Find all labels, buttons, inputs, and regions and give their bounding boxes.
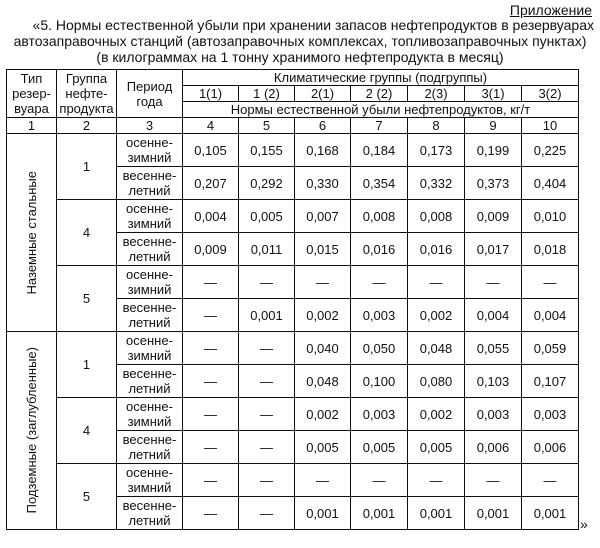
value-cell: — <box>239 332 295 365</box>
col-number: 9 <box>465 118 522 134</box>
col-number: 3 <box>117 118 183 134</box>
product-group-cell: 4 <box>57 200 117 266</box>
header-climate-6: 3(1) <box>465 86 522 102</box>
value-cell: 0,006 <box>522 431 579 464</box>
table-row <box>7 464 579 497</box>
value-cell: — <box>239 266 295 299</box>
col-number: 4 <box>183 118 239 134</box>
header-climate-groups: Климатические группы (подгруппы) <box>183 70 579 86</box>
value-cell: 0,292 <box>239 167 295 200</box>
value-cell: 0,001 <box>408 497 465 530</box>
value-cell: 0,332 <box>408 167 465 200</box>
product-group-cell: 1 <box>57 134 117 200</box>
value-cell: 0,007 <box>295 200 351 233</box>
value-cell: — <box>239 365 295 398</box>
value-cell: 0,005 <box>351 431 408 464</box>
header-period: Период года <box>117 70 183 118</box>
product-group-cell: 4 <box>57 398 117 464</box>
norms-table <box>6 69 579 530</box>
value-cell: 0,080 <box>408 365 465 398</box>
table-row <box>7 266 579 299</box>
value-cell: 0,059 <box>522 332 579 365</box>
value-cell: 0,107 <box>522 365 579 398</box>
value-cell: — <box>183 365 239 398</box>
value-cell: 0,003 <box>351 398 408 431</box>
season-cell: весенне-летний <box>117 497 183 530</box>
appendix-label: Приложение <box>509 2 592 18</box>
table-body <box>7 134 579 530</box>
value-cell: 0,199 <box>465 134 522 167</box>
value-cell: 0,184 <box>351 134 408 167</box>
title-line-1: «5. Нормы естественной убыли при хранении запасов нефтепродуктов в резервуарах <box>32 17 594 33</box>
value-cell: 0,008 <box>408 200 465 233</box>
value-cell: — <box>522 464 579 497</box>
header-climate-1: 1(1) <box>183 86 239 102</box>
season-cell: весенне-летний <box>117 431 183 464</box>
value-cell: 0,001 <box>295 497 351 530</box>
title-line-2: автозаправочных станций (автозаправочных комплексах, топливозаправочных пунктах) <box>13 33 587 49</box>
value-cell: 0,003 <box>351 299 408 332</box>
closing-quote: » <box>580 516 588 532</box>
value-cell: 0,001 <box>239 299 295 332</box>
col-number: 2 <box>57 118 117 134</box>
header-climate-3: 2(1) <box>295 86 351 102</box>
value-cell: 0,002 <box>295 299 351 332</box>
value-cell: 0,100 <box>351 365 408 398</box>
value-cell: 0,017 <box>465 233 522 266</box>
value-cell: 0,404 <box>522 167 579 200</box>
value-cell: — <box>183 464 239 497</box>
value-cell: — <box>408 266 465 299</box>
header-climate-4: 2 (2) <box>351 86 408 102</box>
product-group-cell: 5 <box>57 464 117 530</box>
value-cell: 0,009 <box>183 233 239 266</box>
header-product-group: Группа нефте-продукта <box>57 70 117 118</box>
value-cell: — <box>239 431 295 464</box>
value-cell: 0,003 <box>465 398 522 431</box>
season-cell: осенне-зимний <box>117 464 183 497</box>
season-cell: осенне-зимний <box>117 134 183 167</box>
value-cell: 0,008 <box>351 200 408 233</box>
value-cell: — <box>183 431 239 464</box>
value-cell: 0,001 <box>465 497 522 530</box>
header-tank-type: Тип резер-вуара <box>7 70 57 118</box>
value-cell: 0,010 <box>522 200 579 233</box>
col-number: 5 <box>239 118 295 134</box>
value-cell: 0,050 <box>351 332 408 365</box>
tank-type-cell <box>7 332 57 530</box>
value-cell: 0,003 <box>522 398 579 431</box>
value-cell: 0,018 <box>522 233 579 266</box>
value-cell: — <box>351 464 408 497</box>
value-cell: — <box>295 266 351 299</box>
value-cell: — <box>183 266 239 299</box>
header-climate-2: 1 (2) <box>239 86 295 102</box>
value-cell: 0,330 <box>295 167 351 200</box>
season-cell: весенне-летний <box>117 365 183 398</box>
season-cell: осенне-зимний <box>117 200 183 233</box>
value-cell: 0,155 <box>239 134 295 167</box>
value-cell: 0,105 <box>183 134 239 167</box>
tank-type-label: Подземные (заглубленные) <box>24 347 39 514</box>
title-line-3: (в килограммах на 1 тонну хранимого нефтепродукта в месяц) <box>96 49 504 65</box>
value-cell: 0,173 <box>408 134 465 167</box>
header-norms: Нормы естественной убыли нефтепродуктов, кг/т <box>183 102 579 118</box>
value-cell: 0,354 <box>351 167 408 200</box>
table-row <box>7 398 579 431</box>
table-row <box>7 200 579 233</box>
header-climate-5: 2(3) <box>408 86 465 102</box>
value-cell: — <box>183 398 239 431</box>
season-cell: осенне-зимний <box>117 332 183 365</box>
col-number: 7 <box>351 118 408 134</box>
col-number: 6 <box>295 118 351 134</box>
value-cell: — <box>183 497 239 530</box>
season-cell: весенне-летний <box>117 299 183 332</box>
value-cell: 0,002 <box>408 299 465 332</box>
col-number: 1 <box>7 118 57 134</box>
value-cell: 0,004 <box>183 200 239 233</box>
value-cell: — <box>183 299 239 332</box>
value-cell: 0,004 <box>522 299 579 332</box>
col-number: 8 <box>408 118 465 134</box>
value-cell: 0,055 <box>465 332 522 365</box>
value-cell: — <box>351 266 408 299</box>
tank-type-cell <box>7 134 57 332</box>
value-cell: 0,168 <box>295 134 351 167</box>
value-cell: — <box>239 464 295 497</box>
value-cell: 0,002 <box>408 398 465 431</box>
col-number: 10 <box>522 118 579 134</box>
value-cell: — <box>465 266 522 299</box>
value-cell: 0,005 <box>295 431 351 464</box>
value-cell: — <box>239 398 295 431</box>
value-cell: 0,009 <box>465 200 522 233</box>
value-cell: 0,005 <box>408 431 465 464</box>
table-row <box>7 332 579 365</box>
value-cell: — <box>183 332 239 365</box>
product-group-cell: 5 <box>57 266 117 332</box>
value-cell: — <box>465 464 522 497</box>
value-cell: 0,048 <box>408 332 465 365</box>
value-cell: 0,004 <box>465 299 522 332</box>
value-cell: — <box>408 464 465 497</box>
value-cell: 0,011 <box>239 233 295 266</box>
season-cell: осенне-зимний <box>117 398 183 431</box>
value-cell: 0,016 <box>351 233 408 266</box>
value-cell: 0,373 <box>465 167 522 200</box>
value-cell: — <box>295 464 351 497</box>
value-cell: 0,207 <box>183 167 239 200</box>
season-cell: весенне-летний <box>117 167 183 200</box>
header-climate-7: 3(2) <box>522 86 579 102</box>
value-cell: — <box>239 497 295 530</box>
value-cell: 0,006 <box>465 431 522 464</box>
value-cell: 0,103 <box>465 365 522 398</box>
value-cell: 0,016 <box>408 233 465 266</box>
table-title <box>0 17 600 65</box>
product-group-cell: 1 <box>57 332 117 398</box>
value-cell: 0,001 <box>351 497 408 530</box>
value-cell: 0,040 <box>295 332 351 365</box>
value-cell: 0,015 <box>295 233 351 266</box>
table-row <box>7 134 579 167</box>
value-cell: 0,048 <box>295 365 351 398</box>
season-cell: осенне-зимний <box>117 266 183 299</box>
tank-type-label: Наземные стальные <box>24 170 39 295</box>
value-cell: — <box>522 266 579 299</box>
value-cell: 0,001 <box>522 497 579 530</box>
value-cell: 0,005 <box>239 200 295 233</box>
value-cell: 0,002 <box>295 398 351 431</box>
value-cell: 0,225 <box>522 134 579 167</box>
season-cell: весенне-летний <box>117 233 183 266</box>
